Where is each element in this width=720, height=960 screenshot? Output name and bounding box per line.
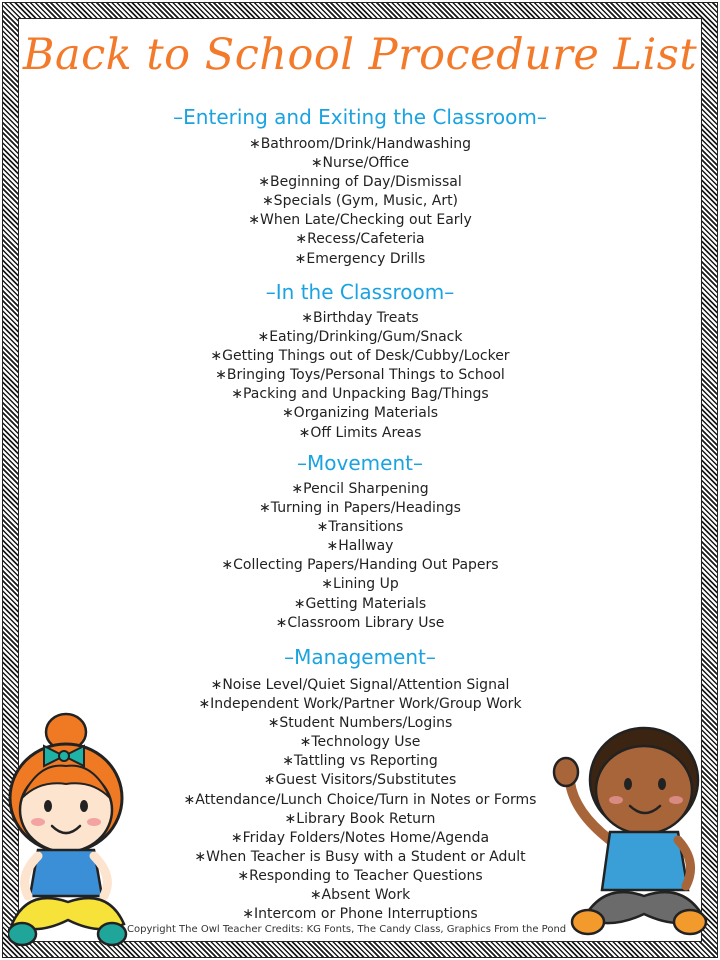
section-heading-in-classroom: –In the Classroom– <box>265 280 455 304</box>
list-item: ∗Birthday Treats <box>301 310 419 326</box>
section-heading-management: –Management– <box>284 645 436 669</box>
list-item: ∗Eating/Drinking/Gum/Snack <box>257 329 463 346</box>
section-list-movement <box>0 480 720 633</box>
list-item: ∗Friday Folders/Notes Home/Agenda <box>230 829 490 846</box>
list-item: ∗Guest Visitors/Substitutes <box>263 772 457 789</box>
list-item: ∗Student Numbers/Logins <box>267 715 453 732</box>
girl-illustration <box>8 706 128 950</box>
list-item: ∗Independent Work/Partner Work/Group Work <box>198 696 522 713</box>
list-item: ∗Bathroom/Drink/Handwashing <box>248 136 472 152</box>
boy-illustration <box>548 722 708 942</box>
page-title: Back to School Procedure List <box>22 30 698 80</box>
list-item: ∗Nurse/Office <box>310 155 410 172</box>
list-item: ∗Beginning of Day/Dismissal <box>258 174 462 191</box>
list-item: ∗Classroom Library Use <box>275 614 445 631</box>
list-item: ∗Library Book Return <box>284 810 436 827</box>
section-heading-entering-exiting: –Entering and Exiting the Classroom– <box>173 105 547 129</box>
list-item: ∗Bringing Toys/Personal Things to School <box>215 367 505 384</box>
list-item: ∗Hallway <box>326 538 394 555</box>
list-item: ∗Noise Level/Quiet Signal/Attention Signal <box>210 677 510 693</box>
list-item: ∗Transitions <box>316 519 404 536</box>
list-item: ∗Off Limits Areas <box>298 424 422 441</box>
credits-line: Copyright The Owl Teacher Credits: KG Fonts, The Candy Class, Graphics From the Pond <box>127 924 567 935</box>
section-heading-movement: –Movement– <box>297 451 423 475</box>
list-item: ∗Pencil Sharpening <box>291 481 429 497</box>
list-item: ∗Intercom or Phone Interruptions <box>242 906 478 923</box>
list-item: ∗When Teacher is Busy with a Student or Adult <box>194 848 526 865</box>
list-item: ∗Collecting Papers/Handing Out Papers <box>221 557 499 574</box>
list-item: ∗Attendance/Lunch Choice/Turn in Notes or Forms <box>183 791 537 808</box>
section-list-in-classroom <box>0 309 720 443</box>
list-item: ∗Packing and Unpacking Bag/Things <box>231 386 489 403</box>
list-item: ∗Emergency Drills <box>294 250 426 267</box>
section-list-entering-exiting <box>0 135 720 269</box>
list-item: ∗Responding to Teacher Questions <box>237 867 483 884</box>
list-item: ∗Tattling vs Reporting <box>282 753 438 770</box>
list-item: ∗Specials (Gym, Music, Art) <box>261 193 459 210</box>
list-item: ∗Organizing Materials <box>281 405 439 422</box>
list-item: ∗Getting Materials <box>293 595 427 612</box>
list-item: ∗Lining Up <box>321 576 399 593</box>
list-item: ∗Getting Things out of Desk/Cubby/Locker <box>210 348 510 365</box>
list-item: ∗Absent Work <box>309 887 411 904</box>
list-item: ∗Technology Use <box>299 734 421 751</box>
list-item: ∗Recess/Cafeteria <box>295 231 425 248</box>
list-item: ∗When Late/Checking out Early <box>248 212 472 229</box>
list-item: ∗Turning in Papers/Headings <box>259 500 461 517</box>
